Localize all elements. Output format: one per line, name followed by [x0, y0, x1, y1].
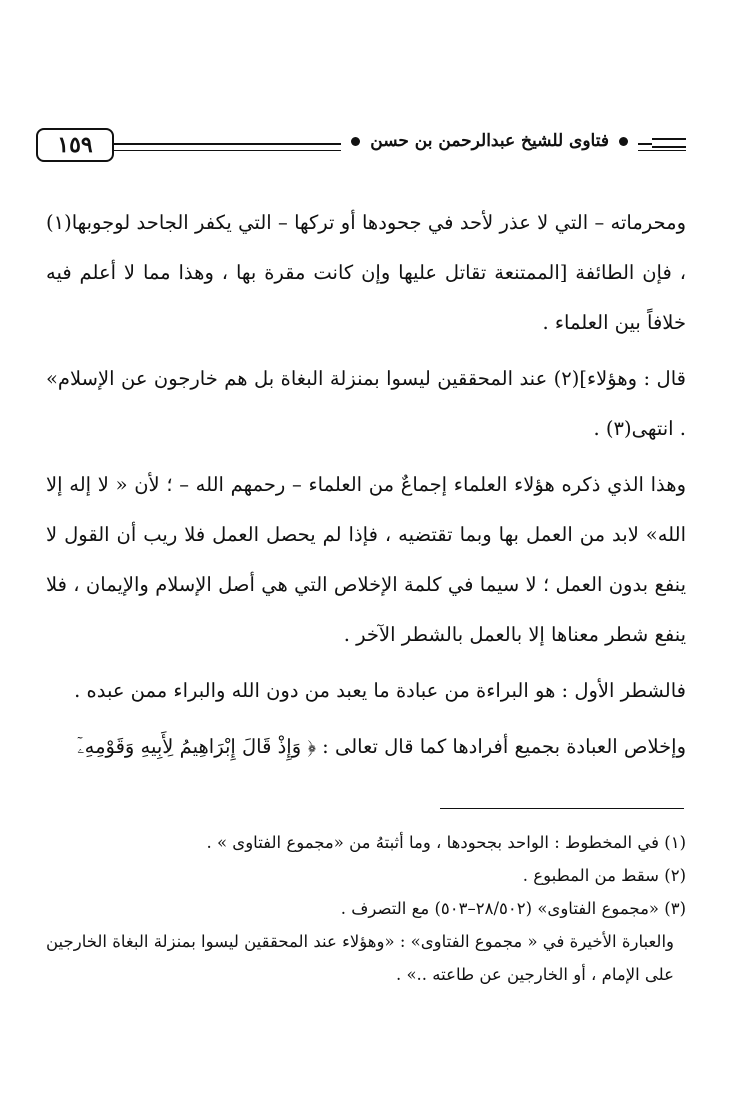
- footnote-continuation: والعبارة الأخيرة في « مجموع الفتاوى» : «وهؤلاء عند المحققين ليسوا بمنزلة البغاة الخارجين على الإمام ، أو الخارجين عن طاعته ..» .: [45, 932, 674, 984]
- footnote: (٢) سقط من المطبوع .: [522, 866, 686, 885]
- page-header: [36, 128, 686, 164]
- page-number: ١٥٩: [36, 128, 114, 162]
- footnotes: [46, 826, 686, 991]
- running-title: فتاوى للشيخ عبدالرحمن بن حسن: [370, 131, 609, 151]
- header-double-dash: [652, 138, 686, 148]
- paragraph: فالشطر الأول : هو البراءة من عبادة ما يعبد من دون الله والبراء ممن عبده .: [74, 679, 686, 702]
- running-title-block: [341, 131, 638, 151]
- footnote-separator: [440, 808, 684, 809]
- footnote: (١) في المخطوط : الواحد بجحودها ، وما أثبتهُ من «مجموع الفتاوى » .: [206, 833, 686, 852]
- bullet-icon: [351, 137, 360, 146]
- paragraph: وإخلاص العبادة بجميع أفرادها كما قال تعالى : ﴿ وَإِذْ قَالَ إِبْرَاهِيمُ لِأَبِيهِ وَقَوْمِهِۦٓ: [77, 735, 686, 758]
- paragraph: قال : وهؤلاء](٢) عند المحققين ليسوا بمنزلة البغاة بل هم خارجون عن الإسلام» . انتهى(٣) .: [46, 367, 686, 440]
- paragraph: وهذا الذي ذكره هؤلاء العلماء إجماعٌ من العلماء – رحمهم الله – ؛ لأن « لا إله إلا الله» لابد من العمل بها وبما تقتضيه ، فإذا لم يحصل العمل فلا ريب أن القول لا ينفع بدون العمل ؛ لا سيما في كلمة الإخلاص التي هي أصل الإسلام والإيمان ، فلا ينفع شطر معناها إلا بالعمل بالشطر الآخر .: [46, 473, 686, 646]
- paragraph: ومحرماته – التي لا عذر لأحد في جحودها أو تركها – التي يكفر الجاحد لوجوبها(١) ، فإن الطائفة [الممتنعة تقاتل عليها وإن كانت مقرة بها ، وهذا مما لا أعلم فيه خلافاً بين العلماء .: [46, 211, 686, 334]
- footnote: (٣) «مجموع الفتاوى» (٢٨/٥٠٢–٥٠٣) مع التصرف .: [340, 899, 686, 918]
- bullet-icon: [619, 137, 628, 146]
- main-text: [46, 198, 686, 778]
